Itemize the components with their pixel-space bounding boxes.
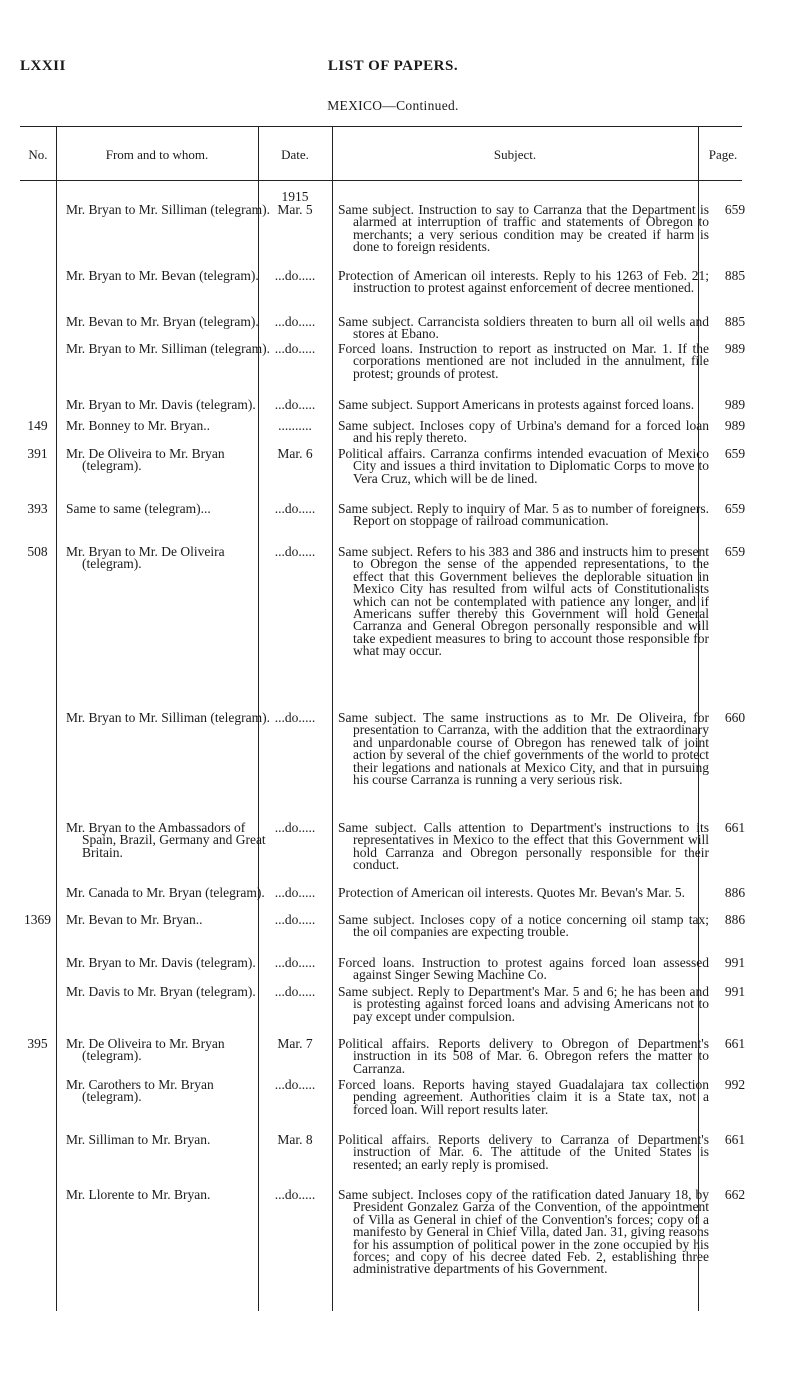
entry-page: 659 <box>724 202 746 217</box>
entry-page: 661 <box>724 1132 746 1147</box>
correspondent: Mr. Bryan to the Ambassadors of Spain, Brazil, Germany and Great Britain. <box>66 820 266 860</box>
entry-number: 395 <box>27 1036 48 1051</box>
entry-date: Mar. 5 <box>277 202 313 217</box>
page-number-roman: LXXII <box>20 58 66 74</box>
entry-date: Mar. 8 <box>277 1132 313 1147</box>
correspondent: Mr. Carothers to Mr. Bryan (telegram). <box>66 1077 214 1105</box>
correspondent: Mr. Bevan to Mr. Bryan.. <box>66 912 203 927</box>
entry-subject: Forced loans. Reports having stayed Guadalajara tax collection pending agreement. Authorities claim it is a State tax, not a forced loan. Will report results later. <box>338 1077 709 1117</box>
column-header-date: Date. <box>281 147 309 162</box>
entry-subject: Same subject. Incloses copy of Urbina's demand for a forced loan and his reply thereto. <box>338 418 709 446</box>
entry-number: 393 <box>27 501 48 516</box>
entry-subject: Protection of American oil interests. Reply to his 1263 of Feb. 21; instruction to protest against enforcement of decree mentioned. <box>338 268 709 296</box>
correspondent: Mr. Bryan to Mr. Silliman (telegram). <box>66 710 270 725</box>
entry-page: 989 <box>724 418 746 433</box>
column-divider <box>56 126 57 1311</box>
entry-number: 149 <box>27 418 48 433</box>
entry-subject: Same subject. Incloses copy of a notice concerning oil stamp tax; the oil companies are expecting trouble. <box>338 912 709 940</box>
section-heading: MEXICO—Continued. <box>327 98 459 113</box>
entry-date: ...do..... <box>274 885 316 900</box>
column-header-subject: Subject. <box>493 147 537 162</box>
entry-date: ...do..... <box>274 955 316 970</box>
entry-date: ...do..... <box>274 820 316 835</box>
entry-subject: Same subject. Calls attention to Department's instructions to its representatives in Mexico to the effect that this Government will hold Carranza and Obregon personally responsible for their conduct. <box>338 820 709 873</box>
column-header-from: From and to whom. <box>105 147 209 162</box>
correspondent: Mr. Bryan to Mr. Silliman (telegram). <box>66 202 270 217</box>
entry-number: 391 <box>27 446 48 461</box>
entry-page: 662 <box>724 1187 746 1202</box>
correspondent: Mr. De Oliveira to Mr. Bryan (telegram). <box>66 446 225 474</box>
page-title: LIST OF PAPERS. <box>327 58 459 74</box>
correspondent: Mr. Silliman to Mr. Bryan. <box>66 1132 211 1147</box>
entry-date: ...do..... <box>274 397 316 412</box>
entry-date: ...do..... <box>274 984 316 999</box>
entry-subject: Same subject. Reply to inquiry of Mar. 5 as to number of foreigners. Report on stoppage of railroad communication. <box>338 501 709 529</box>
entry-page: 886 <box>724 912 746 927</box>
entry-subject: Same subject. Support Americans in protests against forced loans. <box>338 397 695 412</box>
entry-page: 886 <box>724 885 746 900</box>
entry-page: 659 <box>724 501 746 516</box>
entry-date: Mar. 7 <box>277 1036 313 1051</box>
entry-subject: Same subject. Carrancista soldiers threaten to burn all oil wells and stores at Ebano. <box>338 314 709 342</box>
entry-number: 508 <box>27 544 48 559</box>
entry-subject: Forced loans. Instruction to protest agains forced loan assessed against Singer Sewing Machine Co. <box>338 955 709 983</box>
entry-page: 661 <box>724 820 746 835</box>
entry-page: 885 <box>724 268 746 283</box>
column-divider <box>332 126 333 1311</box>
entry-page: 660 <box>724 710 746 725</box>
column-header-page: Page. <box>708 147 738 162</box>
entry-date: .......... <box>278 418 312 433</box>
entry-page: 989 <box>724 397 746 412</box>
entry-date: ...do..... <box>274 1077 316 1092</box>
entry-page: 992 <box>724 1077 746 1092</box>
entry-subject: Political affairs. Reports delivery to Carranza of Department's instruction of Mar. 6. The attitude of the United States is resented; an early reply is promised. <box>338 1132 709 1172</box>
entry-page: 991 <box>724 984 746 999</box>
entry-date: ...do..... <box>274 1187 316 1202</box>
correspondent: Mr. Bryan to Mr. Bevan (telegram). <box>66 268 259 283</box>
correspondent: Mr. Davis to Mr. Bryan (telegram). <box>66 984 256 999</box>
entry-subject: Same subject. Refers to his 383 and 386 and instructs him to present to Obregon the sense of the appended representations, to the effect that this Government believes the deplorable situation in Mexico City has resulted from wilful acts of Constitutionalists which can not be contemplated with patience any longer, and if Americans suffer thereby this Government will hold General Carranza and General Obregon personally responsible and will take expedient measures to bring to account those responsible for what may occur. <box>338 544 709 659</box>
entry-page: 659 <box>724 544 746 559</box>
table-header-rule <box>20 180 742 181</box>
entry-date: ...do..... <box>274 501 316 516</box>
entry-date: Mar. 6 <box>277 446 313 461</box>
entry-date: ...do..... <box>274 268 316 283</box>
correspondent: Mr. Bryan to Mr. De Oliveira (telegram). <box>66 544 225 572</box>
correspondent: Mr. Bryan to Mr. Davis (telegram). <box>66 955 256 970</box>
entry-date: ...do..... <box>274 912 316 927</box>
correspondent: Mr. Canada to Mr. Bryan (telegram). <box>66 885 265 900</box>
entry-date: ...do..... <box>274 341 316 356</box>
correspondent: Mr. Bonney to Mr. Bryan.. <box>66 418 210 433</box>
entry-date: ...do..... <box>274 314 316 329</box>
entry-page: 885 <box>724 314 746 329</box>
correspondent: Mr. Bryan to Mr. Silliman (telegram). <box>66 341 270 356</box>
entry-subject: Political affairs. Carranza confirms intended evacuation of Mexico City and issues a third invitation to Diplomatic Corps to move to Vera Cruz, which will be de lined. <box>338 446 709 486</box>
entry-subject: Same subject. The same instructions as to Mr. De Oliveira, for presentation to Carranza, with the addition that the extraordinary and unpardonable course of Obregon has renewed talk of joint action by several of the chief governments of the world to protect their legations and nationals at Mexico City, and that in pursuing his course Carranza is running a very serious risk. <box>338 710 709 788</box>
entry-page: 659 <box>724 446 746 461</box>
entry-page: 991 <box>724 955 746 970</box>
entry-subject: Forced loans. Instruction to report as instructed on Mar. 1. If the corporations mentioned are not included in the annulment, file protest; grounds of protest. <box>338 341 709 381</box>
entry-subject: Same subject. Instruction to say to Carranza that the Department is alarmed at interruption of traffic and statements of Obregon to merchants; a very serious condition may be created if harm is done to foreign residents. <box>338 202 709 255</box>
entry-date: ...do..... <box>274 544 316 559</box>
correspondent: Mr. De Oliveira to Mr. Bryan (telegram). <box>66 1036 225 1064</box>
correspondent: Mr. Llorente to Mr. Bryan. <box>66 1187 211 1202</box>
entry-subject: Protection of American oil interests. Quotes Mr. Bevan's Mar. 5. <box>338 885 685 900</box>
entry-subject: Same subject. Incloses copy of the ratification dated January 18, by President Gonzalez Garza of the Convention, of the appointment of Villa as General in chief of the Convention's forces; copy of a manifesto by General in Chief Villa, dated Jan. 31, giving reasons for his assumption of political power in the zone occupied by his forces; and copy of his decree dated Feb. 2, establishing three administrative departments of his Government. <box>338 1187 709 1277</box>
entry-number: 1369 <box>24 912 51 927</box>
table-top-rule <box>20 126 742 127</box>
entry-subject: Political affairs. Reports delivery to Obregon of Department's instruction in its 508 of Mar. 6. Obregon refers the matter to Carranza. <box>338 1036 709 1076</box>
year-label: 1915 <box>281 189 309 204</box>
correspondent: Mr. Bevan to Mr. Bryan (telegram). <box>66 314 259 329</box>
entry-subject: Same subject. Reply to Department's Mar. 5 and 6; he has been and is protesting against forced loans and advising Americans not to pay except under compulsion. <box>338 984 709 1024</box>
entry-page: 989 <box>724 341 746 356</box>
entry-date: ...do..... <box>274 710 316 725</box>
correspondent: Mr. Bryan to Mr. Davis (telegram). <box>66 397 256 412</box>
column-header-no: No. <box>28 147 48 162</box>
entry-page: 661 <box>724 1036 746 1051</box>
correspondent: Same to same (telegram)... <box>66 501 211 516</box>
